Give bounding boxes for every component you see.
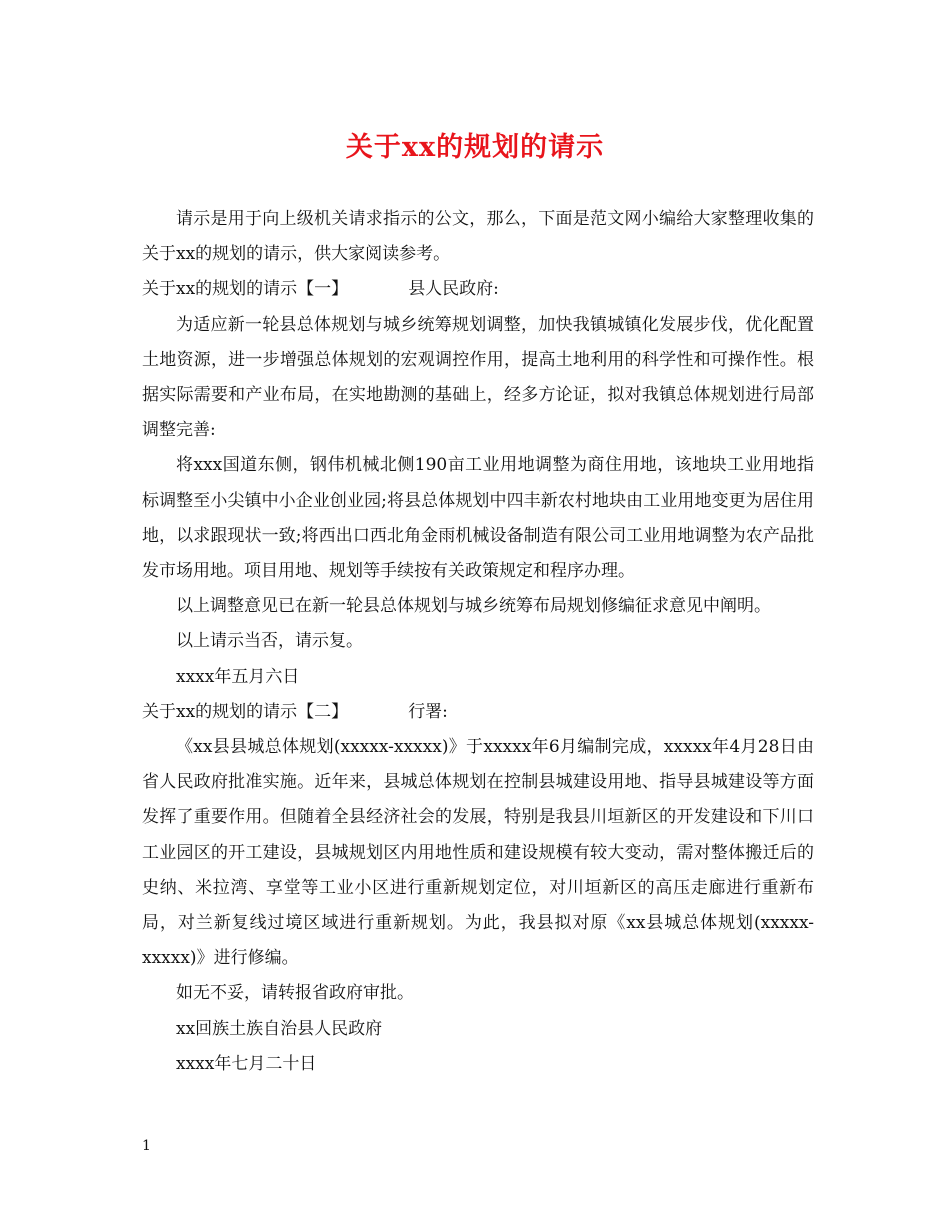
page-number: 1 bbox=[142, 1138, 151, 1154]
section-1-heading: 关于xx的规划的请示【一】 bbox=[142, 279, 349, 300]
section-2-signature: xx回族土族自治县人民政府 bbox=[176, 1018, 383, 1039]
section-1-paragraph: 以上请示当否，请示复。 bbox=[176, 631, 363, 652]
intro-paragraph: 请示是用于向上级机关请求指示的公文，那么，下面是范文网小编给大家整理收集的关于xx的规划的请示，供大家阅读参考。 bbox=[142, 209, 814, 265]
section-1-paragraph: 以上调整意见已在新一轮县总体规划与城乡统筹布局规划修编征求意见中阐明。 bbox=[176, 596, 771, 617]
section-2-heading-line bbox=[142, 695, 814, 730]
section-1-date: xxxx年五月六日 bbox=[176, 666, 300, 687]
section-1-addressee: 县人民政府: bbox=[408, 279, 499, 300]
section-2-addressee: 行署: bbox=[408, 701, 448, 722]
document-body bbox=[142, 202, 814, 1082]
section-2-paragraph: 如无不妥，请转报省政府审批。 bbox=[176, 983, 414, 1004]
section-1-paragraph: 将xxx国道东侧，钢伟机械北侧190亩工业用地调整为商住用地，该地块工业用地指标调整至小尖镇中小企业创业园;将县总体规划中四丰新农村地块由工业用地变更为居住用地，以求跟现状一致;将西出口西北角金雨机械设备制造有限公司工业用地调整为农产品批发市场用地。项目用地、规划等手续按有关政策规定和程序办理。 bbox=[142, 455, 814, 582]
section-2-date: xxxx年七月二十日 bbox=[176, 1053, 317, 1074]
section-2-paragraph: 《xx县县城总体规划(xxxxx-xxxxx)》于xxxxx年6月编制完成，xxxxx年4月28日由省人民政府批准实施。近年来，县城总体规划在控制县城建设用地、指导县城建设等方面发挥了重要作用。但随着全县经济社会的发展，特别是我县川垣新区的开发建设和下川口工业园区的开工建设，县城规划区内用地性质和建设规模有较大变动，需对整体搬迁后的史纳、米拉湾、享堂等工业小区进行重新规划定位，对川垣新区的高压走廊进行重新布局，对兰新复线过境区域进行重新规划。为此，我县拟对原《xx县城总体规划(xxxxx-xxxxx)》进行修编。 bbox=[142, 737, 814, 969]
section-1-heading-line bbox=[142, 272, 814, 307]
document-title: 关于xx的规划的请示 bbox=[345, 132, 605, 163]
section-1-paragraph: 为适应新一轮县总体规划与城乡统筹规划调整，加快我镇城镇化发展步伐，优化配置土地资源，进一步增强总体规划的宏观调控作用，提高土地利用的科学性和可操作性。根据实际需要和产业布局，在实地勘测的基础上，经多方论证，拟对我镇总体规划进行局部调整完善: bbox=[142, 314, 814, 441]
section-2-heading: 关于xx的规划的请示【二】 bbox=[142, 701, 349, 722]
